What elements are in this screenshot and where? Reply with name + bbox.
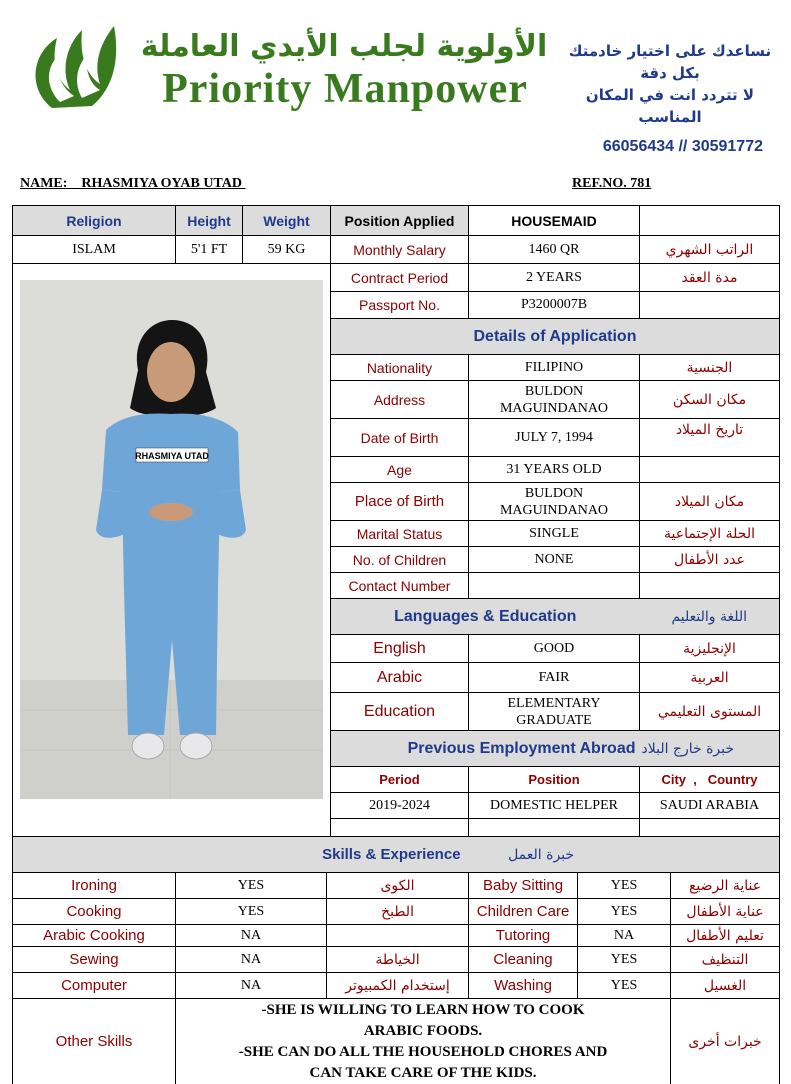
other-skills-arabic: خبرات أخرى	[671, 999, 780, 1084]
nationality-label: Nationality	[331, 355, 469, 381]
address-arabic: مكان السكن	[640, 381, 780, 419]
skill-arabic: عناية الرضيع	[671, 873, 780, 899]
passport-arabic	[640, 292, 780, 319]
marital-arabic: الحلة الإجتماعية	[640, 521, 780, 547]
skill-label: Baby Sitting	[469, 873, 578, 899]
skill-arabic: الطبخ	[327, 899, 469, 925]
pob-line-2: MAGUINDANAO	[499, 502, 609, 518]
address-label: Address	[331, 381, 469, 419]
other-skills-text	[176, 999, 671, 1084]
position-applied-header: Position Applied	[331, 206, 469, 236]
phone-numbers: 66056434 // 30591772	[602, 138, 763, 155]
contract-period-value: 2 YEARS	[469, 264, 640, 292]
other-skills-line: -SHE IS WILLING TO LEARN HOW TO COOK	[261, 1001, 585, 1018]
languages-section-title-arabic: اللغة والتعليم	[640, 599, 780, 635]
religion-header: Religion	[13, 206, 176, 236]
dob-label: Date of Birth	[331, 419, 469, 457]
company-name-arabic: الأولوية لجلب الأيدي العاملة	[140, 29, 548, 64]
skill-arabic: الخياطة	[327, 947, 469, 973]
reference-number: REF.NO. 781	[572, 176, 652, 191]
skill-label: Cleaning	[469, 947, 578, 973]
passport-label: Passport No.	[331, 292, 469, 319]
monthly-salary-value: 1460 QR	[469, 236, 640, 264]
candidate-name: NAME: RHASMIYA OYAB UTAD	[20, 176, 246, 191]
address-line-2: MAGUINDANAO	[499, 400, 609, 416]
height-header: Height	[176, 206, 243, 236]
arabic-arabic: العربية	[640, 663, 780, 693]
age-label: Age	[331, 457, 469, 483]
details-section-title: Details of Application	[331, 319, 780, 355]
contract-period-label: Contract Period	[331, 264, 469, 292]
slogan-line-2: لا تتردد انت في المكان المناسب	[585, 86, 755, 126]
skill-label: Arabic Cooking	[13, 925, 176, 947]
skill-value: YES	[578, 947, 671, 973]
pob-line-1: BULDON	[524, 485, 584, 501]
skill-label: Children Care	[469, 899, 578, 925]
height-value: 5'1 FT	[176, 236, 243, 264]
marital-value: SINGLE	[469, 521, 640, 547]
arabic-label: Arabic	[331, 663, 469, 693]
contact-arabic	[640, 573, 780, 599]
skills-section-title: Skills & Experience	[13, 837, 469, 873]
slogan-line-1: نساعدك على اختيار خادمتك بكل دقة	[568, 42, 772, 82]
education-value	[469, 693, 640, 731]
children-label: No. of Children	[331, 547, 469, 573]
period-header: Period	[331, 767, 469, 793]
passport-value: P3200007B	[469, 292, 640, 319]
company-logo-emblem-icon	[22, 18, 126, 114]
position-applied-value: HOUSEMAID	[469, 206, 640, 236]
employment-period: 2019-2024	[331, 793, 469, 819]
employment-position: DOMESTIC HELPER	[469, 793, 640, 819]
skill-value: YES	[176, 873, 327, 899]
skill-label: Washing	[469, 973, 578, 999]
marital-label: Marital Status	[331, 521, 469, 547]
english-value: GOOD	[469, 635, 640, 663]
skill-arabic: الكوى	[327, 873, 469, 899]
address-value	[469, 381, 640, 419]
company-slogan	[565, 40, 775, 128]
education-line-1: ELEMENTARY	[507, 695, 601, 711]
skill-arabic: تعليم الأطفال	[671, 925, 780, 947]
skill-value: YES	[176, 899, 327, 925]
skill-value: NA	[176, 947, 327, 973]
contract-period-arabic: مدة العقد	[640, 264, 780, 292]
candidate-photo	[20, 280, 323, 799]
pob-value	[469, 483, 640, 521]
education-line-2: GRADUATE	[516, 712, 592, 728]
other-skills-line: CAN TAKE CARE OF THE KIDS.	[309, 1064, 537, 1081]
dob-value: JULY 7, 1994	[469, 419, 640, 457]
skill-arabic: الغسيل	[671, 973, 780, 999]
languages-section-title: Languages & Education	[331, 599, 640, 635]
pob-arabic: مكان الميلاد	[640, 483, 780, 521]
monthly-salary-label: Monthly Salary	[331, 236, 469, 264]
skill-value: YES	[578, 873, 671, 899]
nationality-value: FILIPINO	[469, 355, 640, 381]
age-arabic	[640, 457, 780, 483]
skills-section-title-arabic: خبرة العمل	[469, 837, 780, 873]
position-header: Position	[469, 767, 640, 793]
skill-value: YES	[578, 899, 671, 925]
location-header: City , Country	[640, 767, 780, 793]
skill-value: YES	[578, 973, 671, 999]
skill-arabic: إستخدام الكمبيوتر	[327, 973, 469, 999]
name-badge: RHASMIYA UTAD	[135, 451, 209, 461]
skill-value: NA	[176, 973, 327, 999]
contact-label: Contact Number	[331, 573, 469, 599]
contact-value	[469, 573, 640, 599]
skill-label: Cooking	[13, 899, 176, 925]
children-value: NONE	[469, 547, 640, 573]
other-skills-line: ARABIC FOODS.	[363, 1022, 483, 1039]
skill-arabic	[327, 925, 469, 947]
religion-value: ISLAM	[13, 236, 176, 264]
other-skills-line: -SHE CAN DO ALL THE HOUSEHOLD CHORES AND	[238, 1043, 608, 1060]
monthly-salary-arabic: الراتب الشهري	[640, 236, 780, 264]
skill-label: Tutoring	[469, 925, 578, 947]
nationality-arabic: الجنسية	[640, 355, 780, 381]
education-label: Education	[331, 693, 469, 731]
skill-label: Sewing	[13, 947, 176, 973]
skill-label: Computer	[13, 973, 176, 999]
english-label: English	[331, 635, 469, 663]
address-line-1: BULDON	[524, 383, 584, 399]
skill-value: NA	[176, 925, 327, 947]
skill-label: Ironing	[13, 873, 176, 899]
empty-cell	[640, 206, 780, 236]
skill-arabic: التنظيف	[671, 947, 780, 973]
company-name-english: Priority Manpower	[162, 66, 528, 112]
skill-value: NA	[578, 925, 671, 947]
children-arabic: عدد الأطفال	[640, 547, 780, 573]
letterhead	[0, 0, 791, 155]
employment-section-title: Previous Employment Abroad	[331, 731, 640, 767]
dob-arabic: تاريخ الميلاد	[640, 419, 780, 457]
age-value: 31 YEARS OLD	[469, 457, 640, 483]
name-ref-row	[20, 176, 772, 196]
english-arabic: الإنجليزية	[640, 635, 780, 663]
weight-header: Weight	[243, 206, 331, 236]
skill-arabic: عناية الأطفال	[671, 899, 780, 925]
arabic-value: FAIR	[469, 663, 640, 693]
education-arabic: المستوى التعليمي	[640, 693, 780, 731]
weight-value: 59 KG	[243, 236, 331, 264]
pob-label: Place of Birth	[331, 483, 469, 521]
candidate-photo-illustration	[20, 280, 323, 799]
employment-location: SAUDI ARABIA	[640, 793, 780, 819]
employment-section-title-arabic: خبرة خارج البلاد	[640, 731, 780, 767]
other-skills-label: Other Skills	[13, 999, 176, 1084]
skills-table	[12, 836, 780, 1084]
